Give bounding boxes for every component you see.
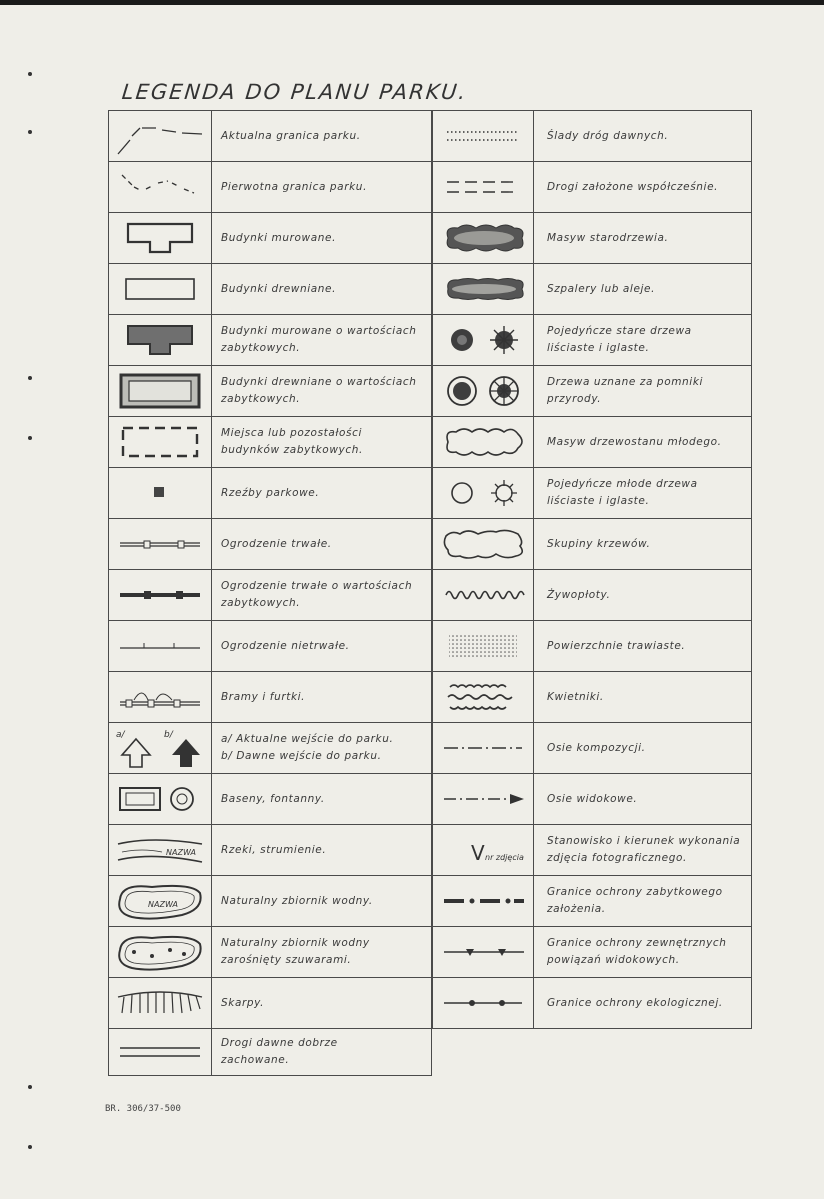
old-road-traces-icon: [433, 111, 534, 161]
margin-dot: [28, 130, 32, 134]
old-road-icon: [109, 1029, 212, 1075]
river-icon: [109, 825, 212, 875]
modern-road-icon: [433, 162, 534, 212]
ecological-boundary-icon: [433, 978, 534, 1028]
legend-row: [432, 977, 752, 1029]
legend-label: Osie kompozycji.: [547, 741, 646, 754]
old-tree-mass-icon: [433, 213, 534, 263]
legend-label: Pojedyńcze młode drzewa liściaste i iglaste.: [547, 478, 698, 507]
legend-label: Drogi założone współcześnie.: [547, 180, 719, 193]
historic-wooden-building-icon: [109, 366, 212, 416]
legend-row: [432, 263, 752, 315]
legend-label: Granice ochrony zabytkowego założenia.: [547, 886, 723, 915]
legend-label: Budynki drewniane.: [221, 282, 337, 295]
legend-row: [108, 365, 432, 417]
legend-row: [432, 671, 752, 723]
shrub-group-icon: [433, 519, 534, 569]
legend-label: Masyw starodrzewia.: [547, 231, 669, 244]
legend-label: Budynki murowane o wartościach zabytkowych.: [221, 325, 417, 354]
legend-row: [432, 365, 752, 417]
historic-masonry-building-icon: [109, 315, 212, 365]
legend-label: Skupiny krzewów.: [547, 537, 651, 550]
legend-row: [108, 263, 432, 315]
legend-label: Powierzchnie trawiaste.: [547, 639, 686, 652]
photo-position-icon: [433, 825, 534, 875]
river-name-label: NAZWA: [166, 848, 196, 857]
legend-row: [432, 620, 752, 672]
legend-row: [432, 722, 752, 774]
legend-row: [108, 926, 432, 978]
legend-row: [108, 569, 432, 621]
legend-row: [108, 212, 432, 264]
pond-icon: [109, 876, 212, 926]
entrance-b-label: b/: [164, 730, 173, 740]
lawn-icon: [433, 621, 534, 671]
legend-row: [108, 620, 432, 672]
legend-label: Budynki murowane.: [221, 231, 337, 244]
entrance-a-label: a/: [116, 730, 125, 740]
legend-label: Drzewa uznane za pomniki przyrody.: [547, 376, 704, 405]
legend-row: [108, 824, 432, 876]
legend-label: Osie widokowe.: [547, 792, 638, 805]
legend-label: Granice ochrony zewnętrznych powiązań widokowych.: [547, 937, 727, 966]
legend-label: Aktualna granica parku.: [221, 129, 361, 142]
legend-label: Granice ochrony ekologicznej.: [547, 996, 723, 1009]
overgrown-pond-icon: [109, 927, 212, 977]
temporary-fence-icon: [109, 621, 212, 671]
legend-row: [108, 977, 432, 1029]
legend-row: [432, 569, 752, 621]
margin-dot: [28, 1085, 32, 1089]
heritage-protection-boundary-icon: [433, 876, 534, 926]
legend-row: [108, 161, 432, 213]
legend-label: Szpalery lub aleje.: [547, 282, 656, 295]
legend-row: [108, 110, 432, 162]
legend-label: Stanowisko i kierunek wykonania zdjęcia fotograficznego.: [547, 835, 741, 864]
legend-label: Żywopłoty.: [547, 588, 611, 601]
legend-label: Baseny, fontanny.: [221, 792, 325, 805]
legend-row: [108, 518, 432, 570]
legend-row: [432, 161, 752, 213]
legend-row: [108, 773, 432, 825]
young-tree-mass-icon: [433, 417, 534, 467]
legend-row: [108, 875, 432, 927]
legend-row: [432, 875, 752, 927]
entrance-arrows-icon: [109, 723, 212, 773]
legend-row: [432, 824, 752, 876]
hedge-icon: [433, 570, 534, 620]
masonry-building-icon: [109, 213, 212, 263]
legend-row: [432, 416, 752, 468]
legend-label: Miejsca lub pozostałości budynków zabytkowych.: [221, 427, 363, 456]
legend-label: Pierwotna granica parku.: [221, 180, 368, 193]
permanent-fence-icon: [109, 519, 212, 569]
photo-letter: V: [471, 841, 485, 865]
original-boundary-icon: [109, 162, 212, 212]
legend-label: Ogrodzenie trwałe o wartościach zabytkowych.: [221, 580, 413, 609]
legend-row: [108, 416, 432, 468]
legend-row: [432, 110, 752, 162]
old-trees-icon: [433, 315, 534, 365]
margin-dot: [28, 376, 32, 380]
view-axis-icon: [433, 774, 534, 824]
legend-label: Drogi dawne dobrze zachowane.: [221, 1037, 338, 1066]
legend-row: [108, 671, 432, 723]
legend-row: [108, 1028, 432, 1076]
escarpment-icon: [109, 978, 212, 1028]
gate-icon: [109, 672, 212, 722]
historic-fence-icon: [109, 570, 212, 620]
legend-label: Ogrodzenie trwałe.: [221, 537, 332, 550]
view-protection-boundary-icon: [433, 927, 534, 977]
alley-icon: [433, 264, 534, 314]
legend-row: [432, 926, 752, 978]
dashed-boundary-icon: [109, 111, 212, 161]
margin-dot: [28, 72, 32, 76]
legend-label: Ogrodzenie nietrwałe.: [221, 639, 350, 652]
legend-row: [432, 212, 752, 264]
legend-row: [108, 722, 432, 774]
legend-row: [432, 518, 752, 570]
legend-label: Kwietniki.: [547, 690, 604, 703]
margin-dot: [28, 1145, 32, 1149]
margin-dot: [28, 436, 32, 440]
legend-label: Naturalny zbiornik wodny zarośnięty szuwarami.: [221, 937, 370, 966]
legend-row: [432, 467, 752, 519]
legend-label: Bramy i furtki.: [221, 690, 306, 703]
scan-top-edge: [0, 0, 824, 5]
legend-label: Budynki drewniane o wartościach zabytkowych.: [221, 376, 417, 405]
legend-label: a/ Aktualne wejście do parku. b/ Dawne wejście do parku.: [221, 733, 394, 762]
photo-number-label: nr zdjęcia: [485, 853, 524, 862]
legend-row: [108, 314, 432, 366]
legend-table: [108, 110, 752, 1076]
reference-code: BR. 306/37-500: [105, 1104, 181, 1114]
pond-name-label: NAZWA: [148, 900, 178, 909]
legend-label: Skarpy.: [221, 996, 265, 1009]
monument-trees-icon: [433, 366, 534, 416]
legend-label: Ślady dróg dawnych.: [547, 129, 669, 142]
pool-fountain-icon: [109, 774, 212, 824]
sculpture-icon: [109, 468, 212, 518]
legend-row: [432, 773, 752, 825]
legend-label: Rzeźby parkowe.: [221, 486, 320, 499]
legend-row: [108, 467, 432, 519]
legend-label: Rzeki, strumienie.: [221, 843, 327, 856]
building-remains-icon: [109, 417, 212, 467]
flowerbed-icon: [433, 672, 534, 722]
composition-axis-icon: [433, 723, 534, 773]
legend-title: LEGENDA DO PLANU PARKU.: [120, 80, 469, 104]
legend-label: Pojedyńcze stare drzewa liściaste i iglaste.: [547, 325, 692, 354]
legend-label: Masyw drzewostanu młodego.: [547, 435, 722, 448]
legend-label: Naturalny zbiornik wodny.: [221, 894, 373, 907]
legend-row: [432, 314, 752, 366]
wooden-building-icon: [109, 264, 212, 314]
young-trees-icon: [433, 468, 534, 518]
